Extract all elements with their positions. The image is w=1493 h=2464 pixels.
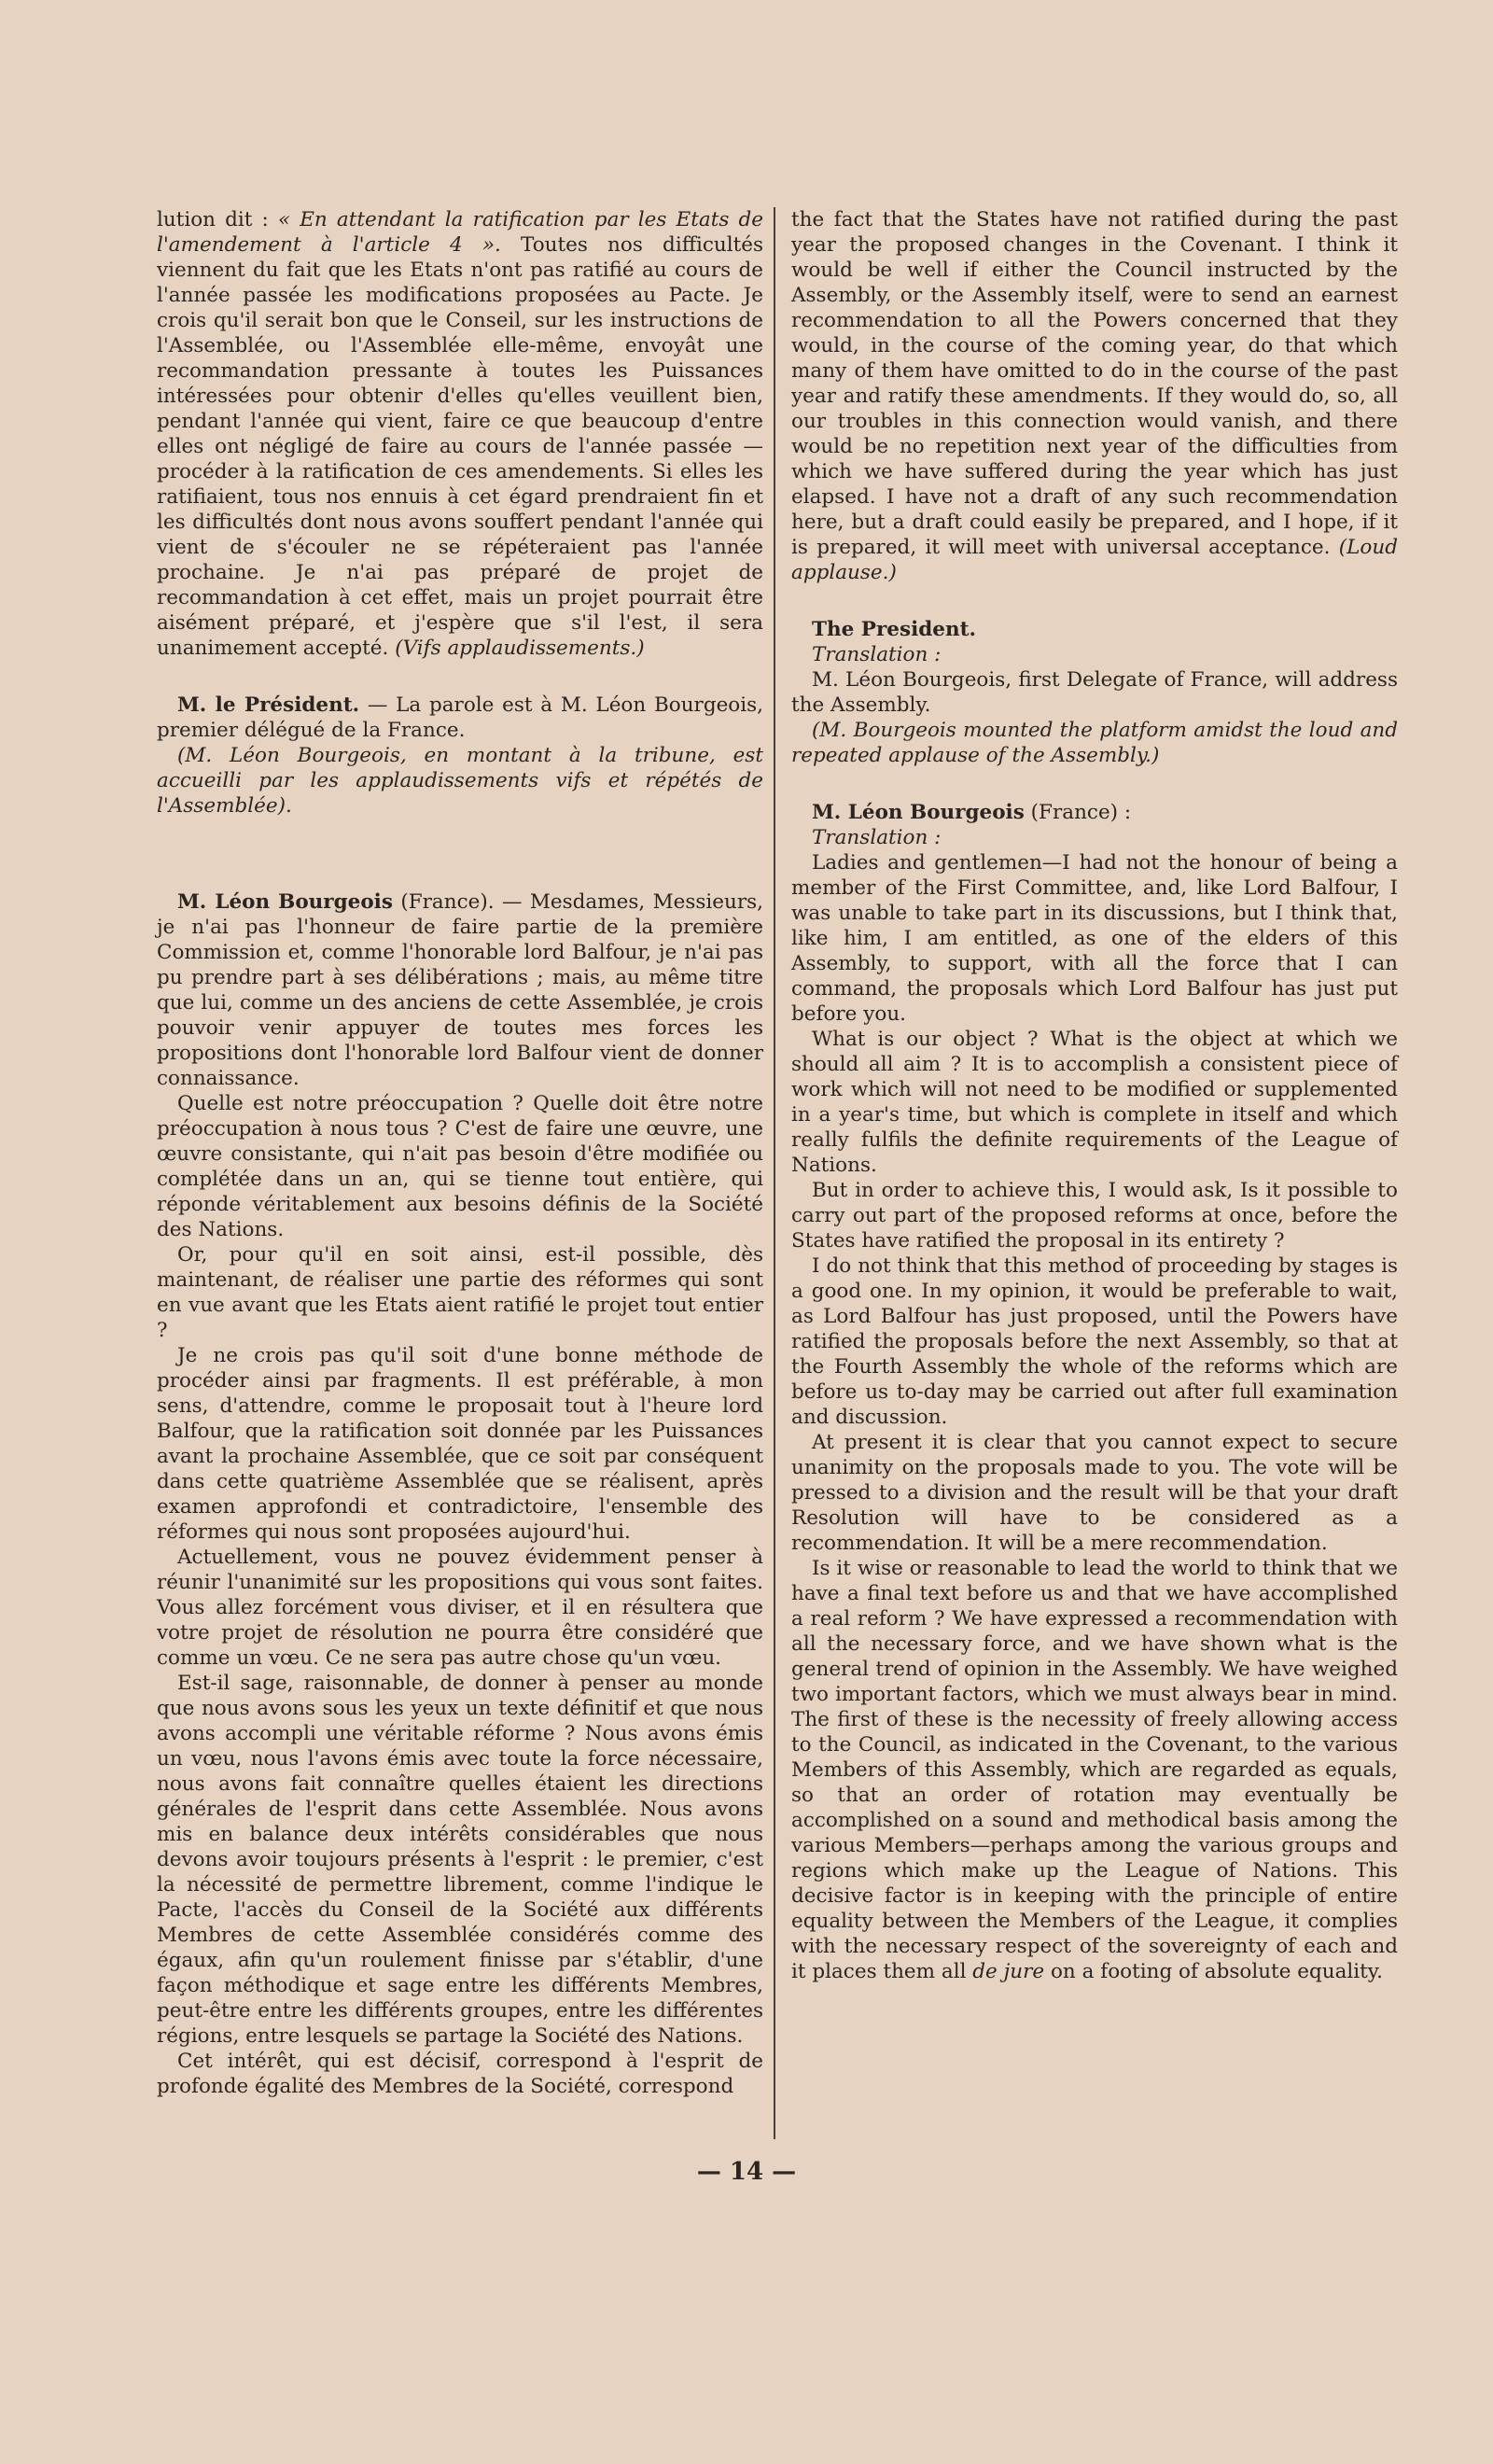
body-paragraph: I do not think that this method of proceeding by stages is a good one. In my opinion, it would be preferable to wait, as Lord Balfour has just proposed, until the Powers have ratified the proposals before the next Assembly, so that at the Fourth Assembly the whole of the reforms which are before us to-day may be carried out after full examination and discussion.: [791, 1254, 1398, 1429]
body-paragraph: Is it wise or reasonable to lead the world to think that we have a final text before us and that we have accomplished a real reform ? We have expressed a recommendation with all the necessary force, and we have shown what is the general trend of opinion in the Assembly. We have weighed two important factors, which we must always bear in mind. The first of these is the necessity of freely allowing access to the Council, as indicated in the Covenant, to the various Members of this Assembly, which are regarded as equals, so that an order of rotation may eventually be accomplished on a sound and methodical basis among the various Members—perhaps among the various groups and regions which make up the League of Nations. This decisive factor is in keeping with the principle of entire equality between the Members of the League, it complies with the necessary respect of the sovereignty of each and it places them all de jure on a footing of absolute equality.: [791, 1557, 1398, 1983]
body-paragraph: Quelle est notre préoccupation ? Quelle doit être notre préoccupation à nous tous ? C'est de faire une œuvre, une œuvre consistante, qui n'ait pas besoin d'être modifiée ou complétée dans un an, qui se tienne tout entière, qui réponde véritablement aux besoins définis de la Société des Nations.: [157, 1092, 763, 1241]
english-column: [791, 207, 1398, 1984]
speaker-name: M. Léon Bourgeois: [812, 801, 1025, 824]
body-paragraph: Est-il sage, raisonnable, de donner à penser au monde que nous avons sous les yeux un texte définitif et que nous avons accompli une véritable réforme ? Nous avons émis un vœu, nous l'avons émis avec toute la force nécessaire, nous avons fait connaître quelles étaient les directions générales de l'esprit dans cette Assemblée. Nous avons mis en balance deux intérêts considérables que nous devons avoir toujours présents à l'esprit : le premier, c'est la nécessité de permettre librement, comme l'indique le Pacte, l'accès du Conseil de la Société aux différents Membres de cette Assemblée considérés comme des égaux, afin qu'un roulement finisse par s'établir, d'une façon méthodique et sage entre les différents Membres, peut-être entre les différents groupes, entre les différentes régions, entre lesquels se partage la Société des Nations.: [157, 1672, 763, 2048]
speaker-name: M. Léon Bourgeois: [177, 890, 393, 914]
body-paragraph: But in order to achieve this, I would ask, Is it possible to carry out part of the proposed reforms at once, before the States have ratified the proposal in its entirety ?: [791, 1179, 1398, 1253]
stage-direction: (M. Bourgeois mounted the platform amidst the loud and repeated applause of the Assembly.): [791, 719, 1398, 767]
president-heading: [791, 617, 1398, 642]
french-column: [157, 207, 763, 2099]
continued-paragraph: lution dit : « En attendant la ratification par les Etats de l'amendement à l'article 4 ». Toutes nos difficultés viennent du fait que les Etats n'ont pas ratifié au cours de l'année passée les modifications proposées au Pacte. Je crois qu'il serait bon que le Conseil, sur les instructions de l'Assemblée, ou l'Assemblée elle-même, envoyât une recommandation pressante à toutes les Puissances intéressées pour obtenir d'elles qu'elles veuillent bien, pendant l'année qui vient, faire ce que beaucoup d'entre elles ont négligé de faire au cours de l'année passée — procéder à la ratification de ces amendements. Si elles les ratifiaient, tous nos ennuis à cet égard prendraient fin et les difficultés dont nous avons souffert pendant l'année qui vient de s'écouler ne se répéteraient pas l'année prochaine. Je n'ai pas préparé de projet de recommandation à cet effet, mais un projet pourrait être aisément préparé, et j'espère que s'il l'est, il sera unanimement accepté. (Vifs applaudissements.): [157, 208, 764, 660]
continued-paragraph: the fact that the States have not ratified during the past year the proposed changes in the Covenant. I think it would be well if either the Council instructed by the Assembly, or the Assembly itself, were to send an earnest recommendation to all the Powers concerned that they would, in the course of the coming year, do that which many of them have omitted to do in the course of the past year and ratify these amendments. If they would do, so, all our troubles in this connection would vanish, and there would be no repetition next year of the difficulties from which we have suffered during the year which has just elapsed. I have not a draft of any such recommendation here, but a draft could easily be prepared, and I hope, if it is prepared, it will meet with universal acceptance. (Loud applause.): [791, 208, 1398, 584]
bourgeois-paragraph: M. Léon Bourgeois (France). — Mesdames, Messieurs, je n'ai pas l'honneur de faire partie de la première Commission et, comme l'honorable lord Balfour, je n'ai pas pu prendre part à ses délibérations ; mais, au même titre que lui, comme un des anciens de cette Assemblée, je crois pouvoir venir appuyer de toutes mes forces les propositions dont l'honorable lord Balfour vient de donner connaissance.: [157, 890, 763, 1090]
bourgeois-heading: M. Léon Bourgeois (France) :: [812, 801, 1132, 824]
speaker-name: M. le Président.: [177, 693, 360, 717]
president-paragraph: M. Léon Bourgeois, first Delegate of France, will address the Assembly.: [791, 668, 1398, 717]
body-paragraph: Actuellement, vous ne pouvez évidemment penser à réunir l'unanimité sur les propositions qui vous sont faites. Vous allez forcément vous diviser, et il en résultera que votre projet de résolution ne pourra être considéré que comme un vœu. Ce ne sera pas autre chose qu'un vœu.: [157, 1546, 763, 1670]
stage-direction: (M. Léon Bourgeois, en montant à la tribune, est accueilli par les applaudissements vifs et répétés de l'Assemblée).: [157, 744, 763, 818]
body-paragraph: Je ne crois pas qu'il soit d'une bonne méthode de procéder ainsi par fragments. Il est préférable, à mon sens, d'attendre, comme le proposait tout à l'heure lord Balfour, que la ratification soit donnée par les Puissances avant la prochaine Assemblée, que ce soit par conséquent dans cette quatrième Assemblée que se réalisent, après examen approfondi et contradictoire, l'ensemble des réformes qui nous sont proposées aujourd'hui.: [157, 1344, 763, 1544]
translation-label: Translation :: [812, 826, 942, 849]
translation-label: Translation :: [812, 643, 942, 666]
page-number: — 14 —: [696, 2158, 797, 2186]
body-paragraph: What is our object ? What is the object at which we should all aim ? It is to accomplish a consistent piece of work which will not need to be modified or supplemented in a year's time, but which is complete in itself and which really fulfils the definite requirements of the League of Nations.: [791, 1028, 1398, 1177]
body-paragraph: Or, pour qu'il en soit ainsi, est-il possible, dès maintenant, de réaliser une partie des réformes qui sont en vue avant que les Etats aient ratifié le projet tout entier ?: [157, 1243, 763, 1342]
speaker-name: The President.: [812, 618, 976, 641]
body-paragraph: At present it is clear that you cannot expect to secure unanimity on the proposals made to you. The vote will be pressed to a division and the result will be that your draft Resolution will have to be considered as a recommendation. It will be a mere recommendation.: [791, 1431, 1398, 1555]
body-paragraph: Ladies and gentlemen—I had not the honour of being a member of the First Committee, and, like Lord Balfour, I was unable to take part in its discussions, but I think that, like him, I am entitled, as one of the elders of this Assembly, to support, with all the force that I can command, the proposals which Lord Balfour has just put before you.: [791, 851, 1398, 1026]
president-paragraph: M. le Président. — La parole est à M. Léon Bourgeois, premier délégué de la France.: [157, 693, 763, 742]
body-paragraph: Cet intérêt, qui est décisif, correspond à l'esprit de profonde égalité des Membres de la Société, correspond: [157, 2050, 763, 2098]
column-divider: [774, 207, 775, 2139]
